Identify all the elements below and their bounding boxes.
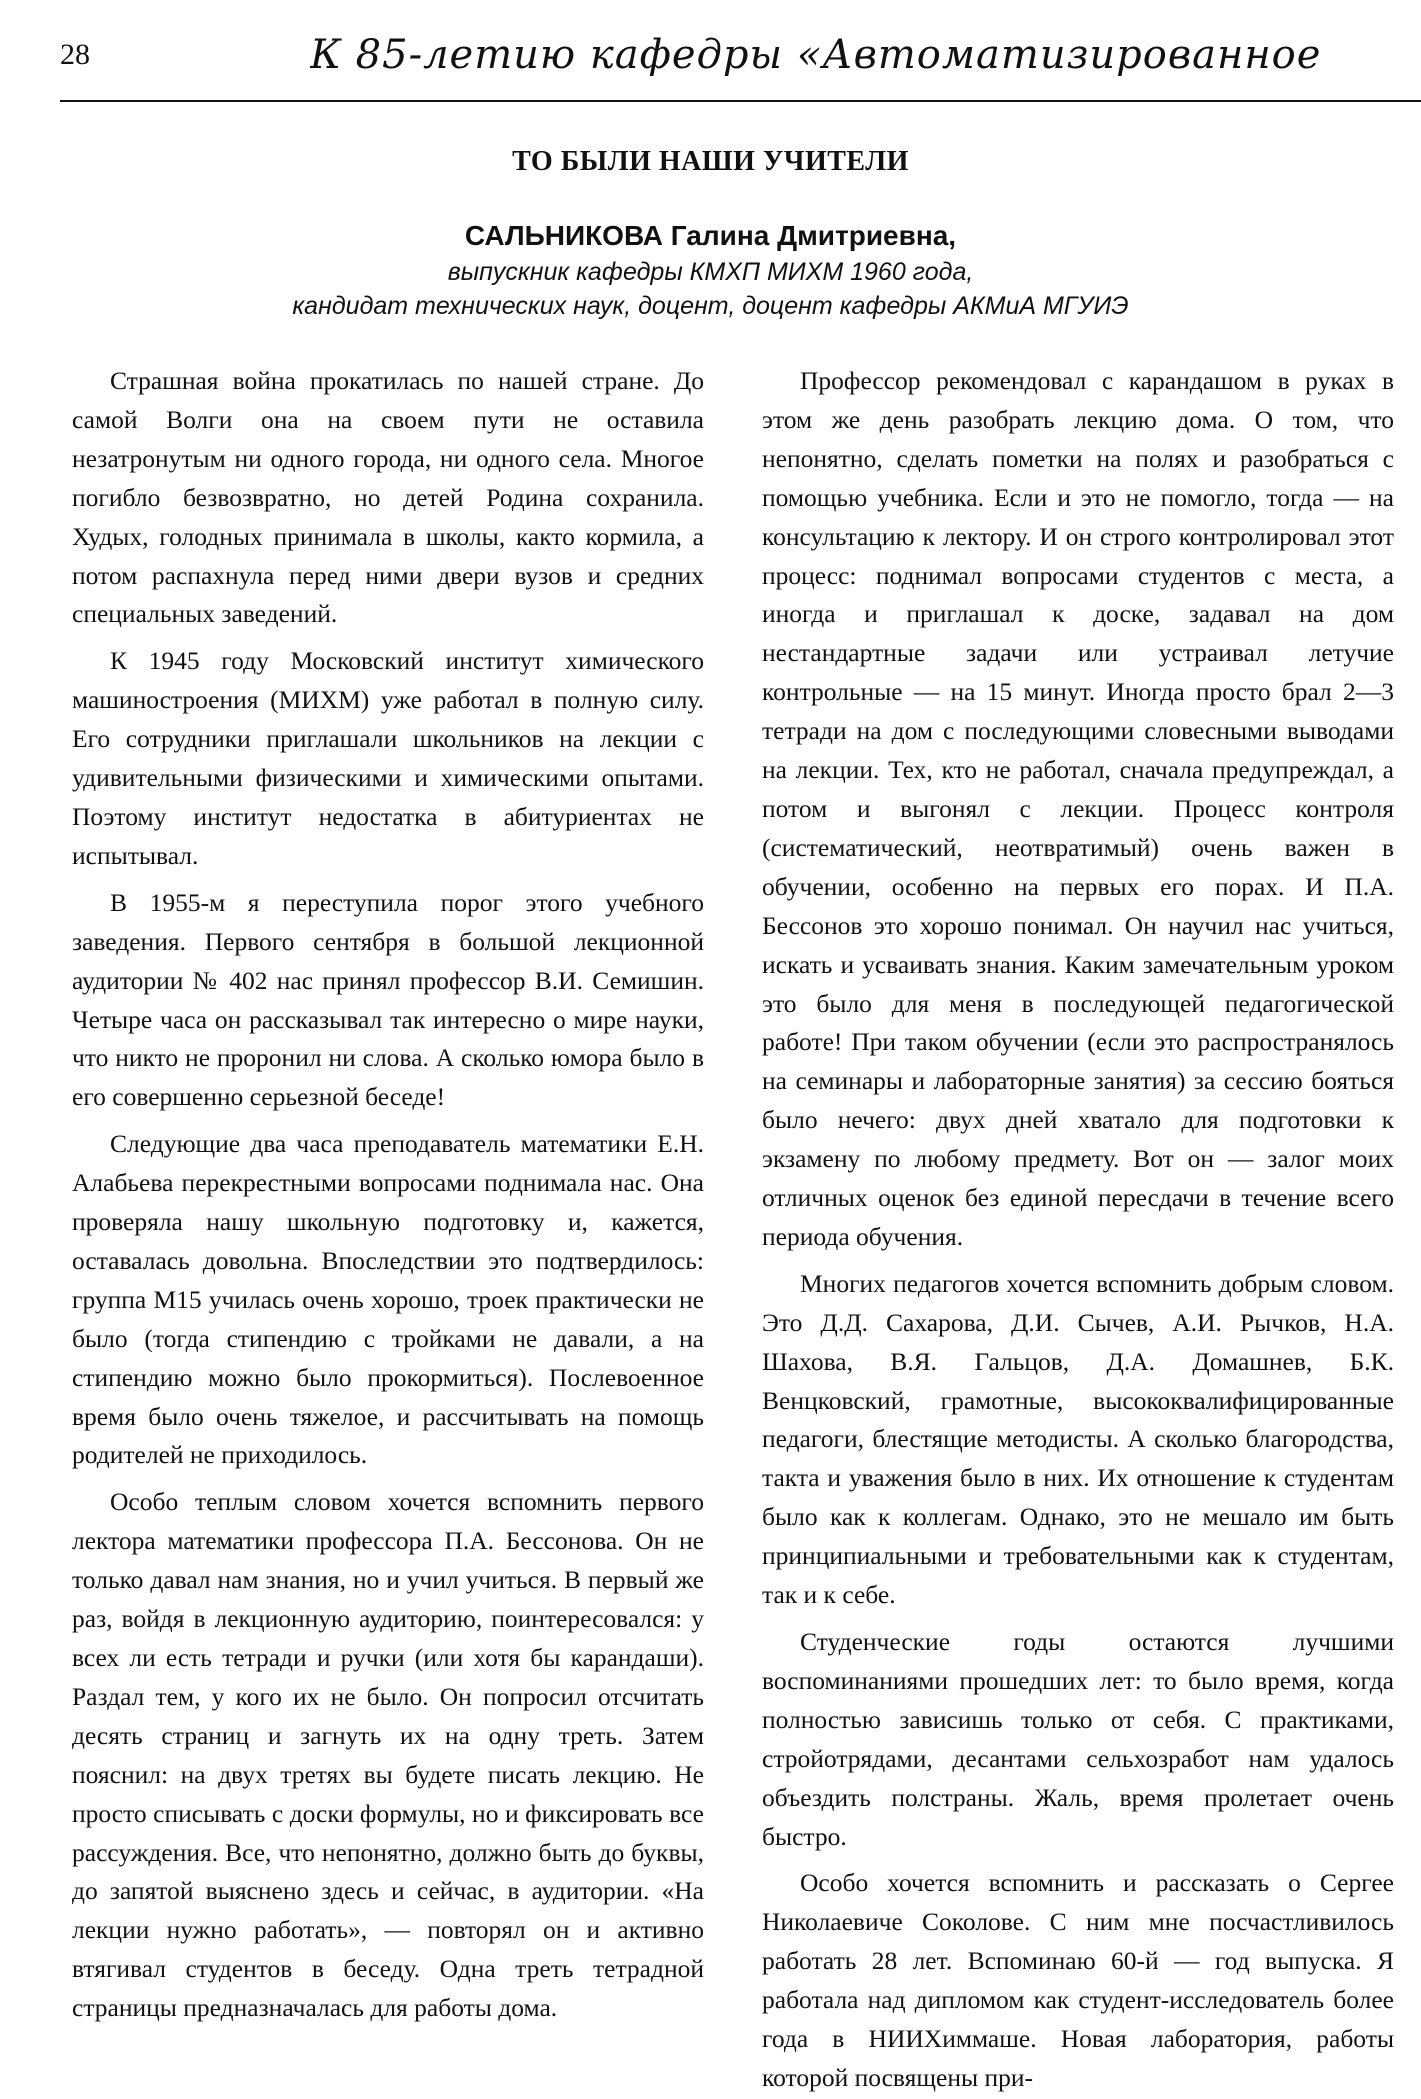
paragraph: К 1945 году Московский институт химического машиностроения (МИХМ) уже работал в полную силу. Его сотрудники приглашали школьников на лекции с удивительными физическими и химическими опытами. Поэтому институт недостатка в абитуриентах не испытывал.: [72, 646, 704, 870]
section-title: ТО БЫЛИ НАШИ УЧИТЕЛИ: [512, 146, 909, 177]
paragraph: Особо теплым словом хочется вспомнить первого лектора математики профессора П.А. Бессонова. Он не только давал нам знания, но и учил учиться. В первый же раз, войдя в лекционную аудиторию, поинтересовался: у всех ли есть тетради и ручки (или хотя бы карандаши). Раздал тем, у кого их не было. Он попросил отсчитать десять страниц и загнуть их на одну треть. Затем пояснил: на двух третях вы будете писать лекцию. Не просто списывать с доски формулы, но и фиксировать все рассуждения. Все, что непонятно, должно быть до буквы, до запятой выяснено здесь и сейчас, в аудитории. «На лекции нужно работать», — повторял он и активно втягивал студентов в беседу. Одна треть тетрадной страницы предназначалась для работы дома.: [72, 1487, 704, 2023]
paragraph: В 1955-м я переступила порог этого учебного заведения. Первого сентября в большой лекционной аудитории № 402 нас принял профессор В.И. Семишин. Четыре часа он рассказывал так интересно о мире науки, что никто не проронил ни слова. А сколько юмора было в его совершенно серьезной беседе!: [72, 887, 704, 1112]
paragraph: Профессор рекомендовал с карандашом в руках в этом же день разобрать лекцию дома. О том, что непонятно, сделать пометки на полях и разобраться с помощью учебника. Если и это не помогло, тогда — на консультацию к лектору. И он строго контролировал этот процесс: поднимал вопросами студентов с места, а иногда и приглашал к доске, задавал на дом нестандартные задачи или устраивал летучие контрольные — на 15 минут. Иногда просто брал 2—3 тетради на дом с последующими словесными выводами на лекции. Тех, кто не работал, сначала предупреждал, а потом и выгонял с лекции. Процесс контроля (систематический, неотвратимый) очень важен в обучении, особенно на первых его порах. И П.А. Бессонов это хорошо понимал. Он научил нас учиться, искать и усваивать знания. Каким замечательным уроком это было для меня в последующей педагогической работе! При таком обучении (если это распространялось на семинары и лабораторные занятия) за сессию бояться было нечего: двух дней хватало для подготовки к экзамену по любому предмету. Вот он — залог моих отличных оценок без единой пересдачи в течение всего периода обучения.: [762, 366, 1394, 1251]
paragraph: Студенческие годы остаются лучшими воспоминаниями прошедших лет: то было время, когда полностью зависишь только от себя. С практиками, стройотрядами, десантами сельхозработ нам удалось объездить полстраны. Жаль, время пролетает очень быстро.: [762, 1627, 1394, 1851]
paragraph: Страшная война прокатилась по нашей стране. До самой Волги она на своем пути не оставила незатронутым ни одного города, ни одного села. Многое погибло безвозвратно, но детей Родина сохранила. Худых, голодных принимала в школы, както кормила, а потом распахнула перед ними двери вузов и средних специальных заведений.: [72, 366, 704, 629]
author-affiliation: выпускник кафедры КМХП МИХМ 1960 года,: [447, 258, 974, 286]
author-credentials: кандидат технических наук, доцент, доцент кафедры АКМиА МГУИЭ: [292, 292, 1129, 320]
header-rule: [60, 100, 1421, 102]
left-column: [72, 362, 704, 2028]
paragraph: Многих педагогов хочется вспомнить добрым словом. Это Д.Д. Сахарова, Д.И. Сычев, А.И. Рычков, Н.А. Шахова, В.Я. Гальцов, Д.А. Домашнев, Б.К. Венцковский, грамотные, высококвалифицированные педагоги, блестящие методисты. А сколько благородства, такта и уважения было в них. Их отношение к студентам было как к коллегам. Однако, это не мешало им быть принципиальными и требовательными как к студентам, так и к себе.: [762, 1268, 1394, 1610]
paragraph: Следующие два часа преподаватель математики Е.Н. Алабьева перекрестными вопросами поднимала нас. Она проверяла нашу школьную подготовку и, кажется, оставалась довольна. Впоследствии это подтвердилось: группа М15 училась очень хорошо, троек практически не было (тогда стипендию с тройками не давали, а на стипендию можно было прокормиться). Послевоенное время было очень тяжелое, и рассчитывать на помощь родителей не приходилось.: [72, 1129, 704, 1470]
page-number: 28: [60, 38, 90, 71]
running-header: К 85-летию кафедры «Автоматизированное: [310, 34, 1322, 76]
author-name: САЛЬНИКОВА Галина Дмитриевна,: [464, 220, 957, 251]
paragraph: Особо хочется вспомнить и рассказать о Сергее Николаевиче Соколове. С ним мне посчастливилось работать 28 лет. Вспоминаю 60-й — год выпуска. Я работала над дипломом как студент-исследователь более года в НИИХиммаше. Новая лаборатория, работы которой посвящены при-: [762, 1868, 1394, 2092]
right-column: [762, 362, 1394, 2098]
